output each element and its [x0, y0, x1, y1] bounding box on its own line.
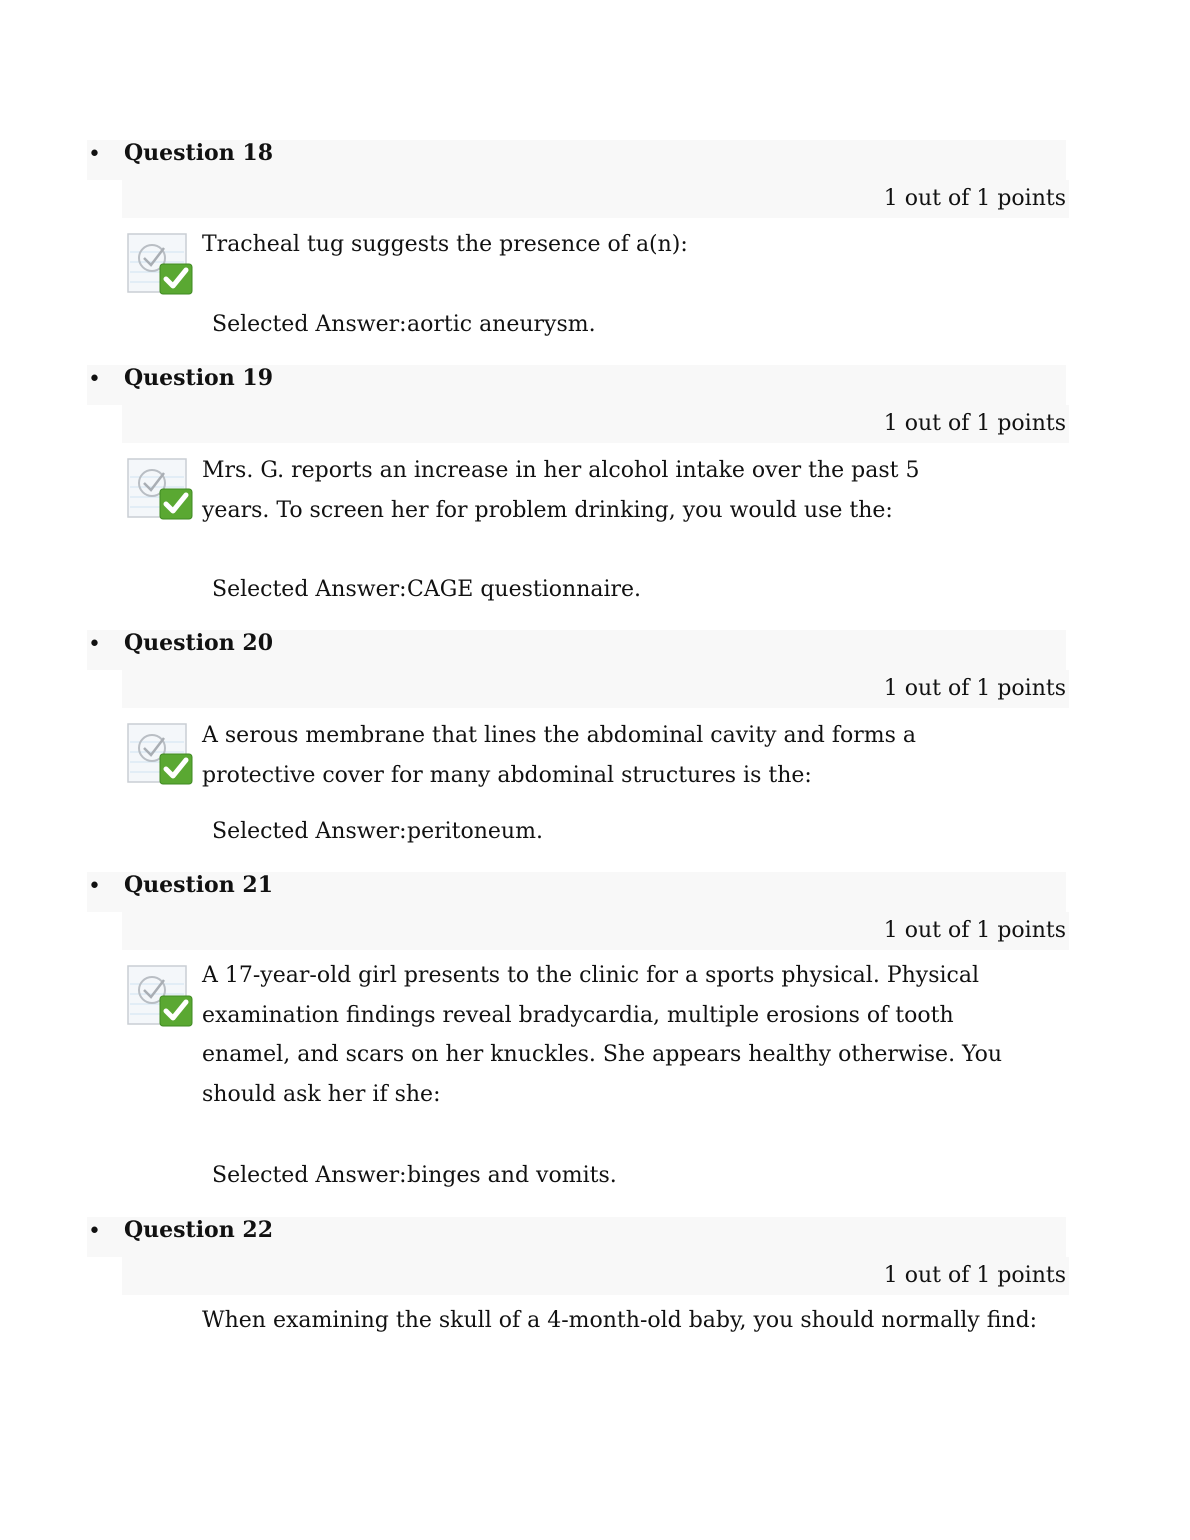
- question-text: Mrs. G. reports an increase in her alcohol intake over the past 5 years. To screen her for problem drinking, you would use the:: [202, 458, 920, 523]
- selected-answer-value: binges and vomits.: [407, 1163, 617, 1188]
- selected-answer: [212, 575, 641, 605]
- selected-answer: [212, 310, 596, 340]
- selected-answer: [212, 1161, 617, 1191]
- correct-check-icon: [126, 720, 194, 788]
- selected-answer: [212, 817, 543, 847]
- points-score: 1 out of 1 points: [883, 676, 1066, 701]
- question-text: When examining the skull of a 4-month-old baby, you should normally find:: [202, 1308, 1038, 1333]
- correct-check-icon: [126, 962, 194, 1030]
- question-title: Question 18: [124, 140, 274, 166]
- question-title: Question 21: [124, 872, 274, 898]
- correct-check-icon: [126, 230, 194, 298]
- question-title: Question 20: [124, 630, 274, 656]
- selected-answer-label: Selected Answer:: [212, 819, 407, 844]
- question-title: Question 22: [124, 1217, 274, 1243]
- list-bullet: •: [88, 874, 101, 899]
- list-bullet: •: [88, 1219, 101, 1244]
- question-text: Tracheal tug suggests the presence of a(n):: [202, 232, 688, 257]
- points-score: 1 out of 1 points: [883, 186, 1066, 211]
- points-score: 1 out of 1 points: [883, 411, 1066, 436]
- selected-answer-label: Selected Answer:: [212, 1163, 407, 1188]
- question-text: A serous membrane that lines the abdominal cavity and forms a protective cover for many abdominal structures is the:: [202, 723, 917, 788]
- list-bullet: •: [88, 632, 101, 657]
- selected-answer-label: Selected Answer:: [212, 577, 407, 602]
- list-bullet: •: [88, 142, 101, 167]
- correct-check-icon: [126, 455, 194, 523]
- question-text: A 17-year-old girl presents to the clinic for a sports physical. Physical examination findings reveal bradycardia, multiple erosions of tooth enamel, and scars on her knuckles. She appears healthy otherwise. You should ask her if she:: [202, 963, 1003, 1107]
- points-score: 1 out of 1 points: [883, 918, 1066, 943]
- selected-answer-value: CAGE questionnaire.: [407, 577, 642, 602]
- selected-answer-label: Selected Answer:: [212, 312, 407, 337]
- points-score: 1 out of 1 points: [883, 1263, 1066, 1288]
- question-title: Question 19: [124, 365, 274, 391]
- selected-answer-value: aortic aneurysm.: [407, 312, 596, 337]
- list-bullet: •: [88, 367, 101, 392]
- selected-answer-value: peritoneum.: [407, 819, 543, 844]
